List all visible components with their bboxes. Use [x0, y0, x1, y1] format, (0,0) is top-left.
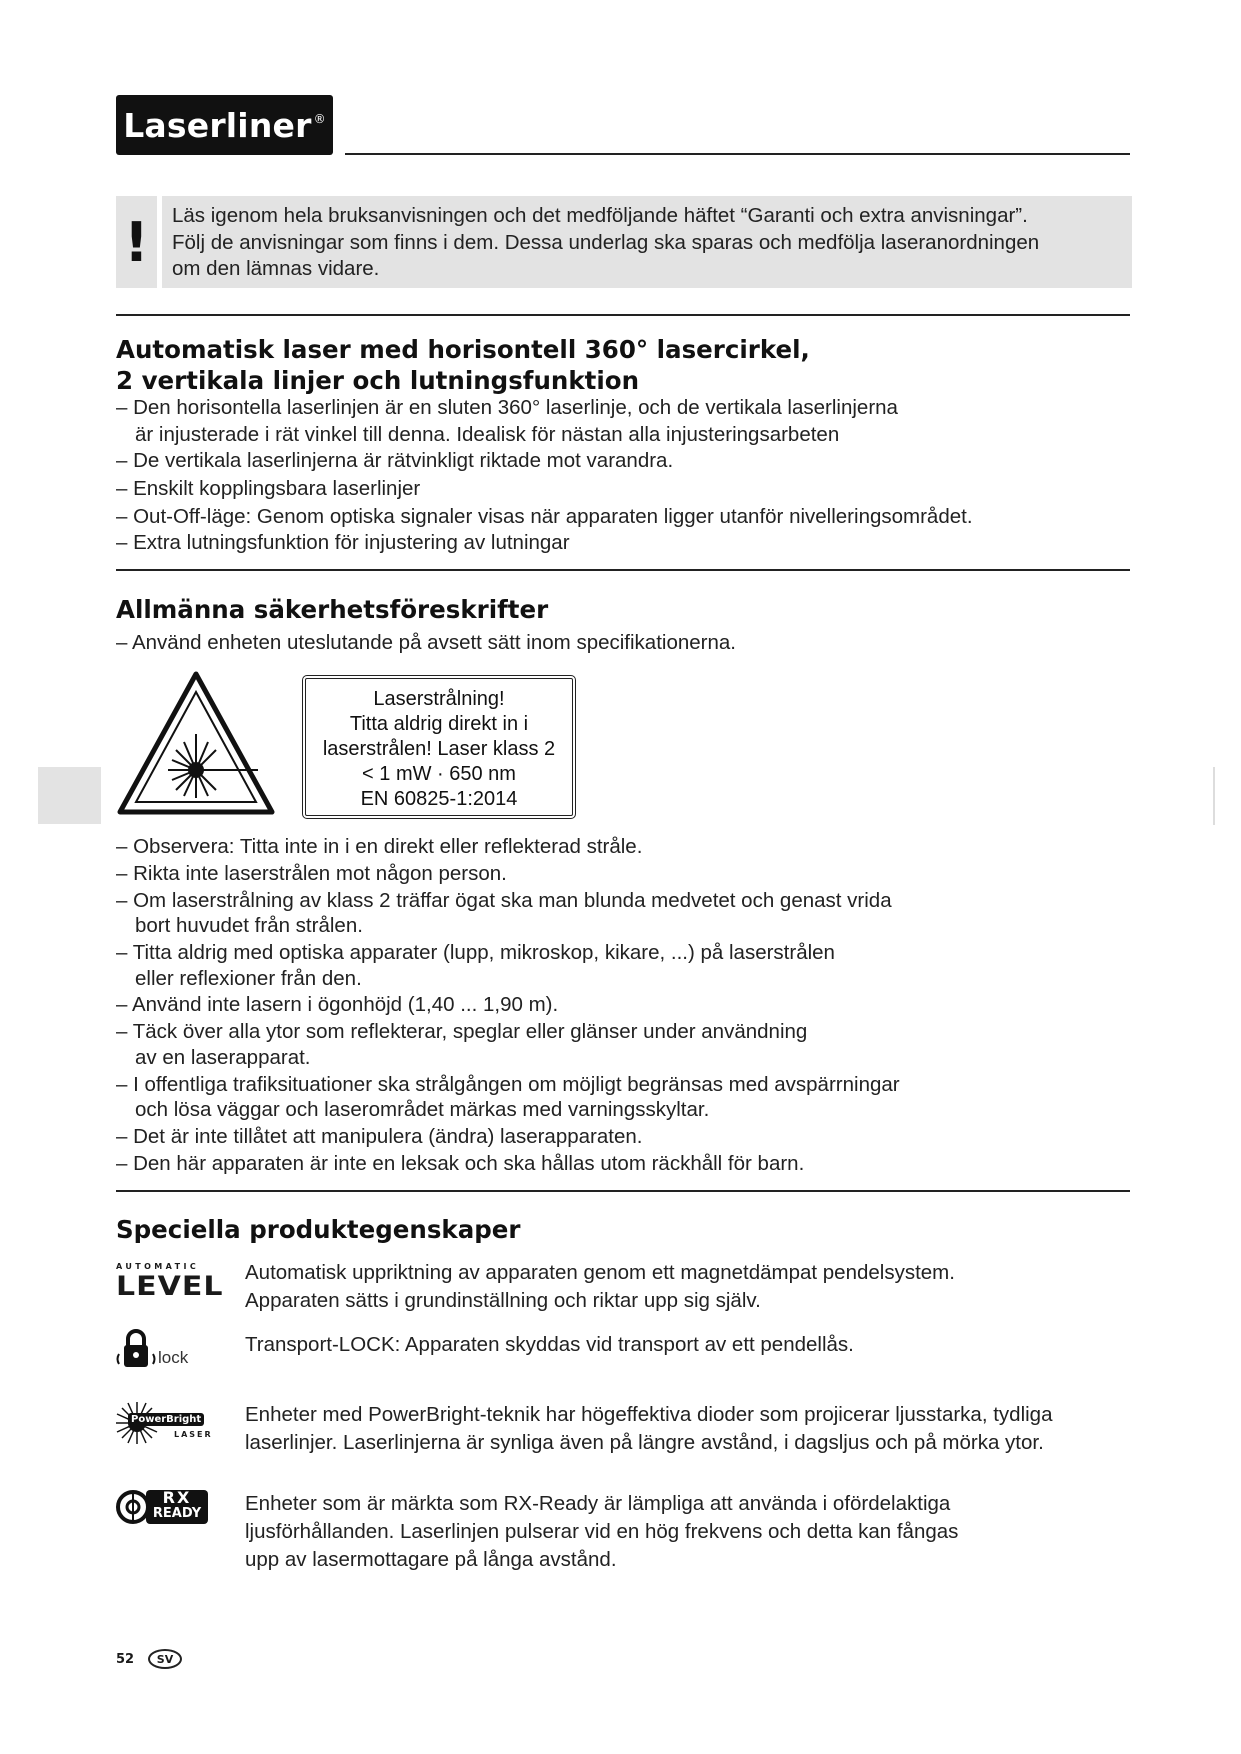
- divider: [116, 1190, 1130, 1192]
- feature-description: Enheter som är märkta som RX-Ready är lämpliga att använda i ofördelaktiga ljusförhållanden. Laserlinjen pulserar vid en hög frekvens och detta kan fångas upp av lasermottagare på långa avstånd.: [245, 1492, 959, 1571]
- feature-description: Transport-LOCK: Apparaten skyddas vid transport av ett pendellås.: [245, 1333, 854, 1356]
- list-item: eller reflexioner från den.: [135, 967, 362, 990]
- warning-line: om den lämnas vidare.: [172, 257, 380, 280]
- warning-notice: [162, 196, 1132, 288]
- feature-description: Automatisk uppriktning av apparaten genom ett magnetdämpat pendelsystem. Apparaten sätts i grundinställning och riktar upp sig själv.: [245, 1261, 955, 1312]
- laser-warning-triangle-icon: [116, 670, 276, 816]
- label-line: laserstrålen! Laser klass 2: [322, 738, 556, 760]
- label-line: < 1 mW · 650 nm: [362, 763, 516, 785]
- warning-exclamation-icon: !: [116, 196, 157, 288]
- language-badge: SV: [148, 1649, 182, 1669]
- edge-mark: [1213, 767, 1215, 825]
- list-item: – Använd enheten uteslutande på avsett sätt inom specifikationerna.: [116, 631, 736, 654]
- list-item: – Extra lutningsfunktion för injustering av lutningar: [116, 531, 570, 554]
- laserliner-logo: [116, 95, 333, 155]
- divider: [116, 314, 1130, 316]
- divider: [116, 569, 1130, 571]
- section-title: Automatisk laser med horisontell 360° lasercirkel, 2 vertikala linjer och lutningsfunktion: [116, 335, 810, 395]
- label-line: Titta aldrig direkt in i: [349, 713, 529, 735]
- laser-class-label: [302, 675, 576, 819]
- side-tab-marker: [38, 767, 101, 824]
- list-item: – Om laserstrålning av klass 2 träffar ögat ska man blunda medvetet och genast vrida: [116, 889, 892, 912]
- powerbright-laser-icon: PowerBright LASER: [114, 1400, 212, 1446]
- brand-name: Laserliner: [123, 105, 312, 145]
- rx-ready-icon: RX READY: [116, 1490, 212, 1526]
- list-item: – Rikta inte laserstrålen mot någon person.: [116, 862, 507, 885]
- page-number: 52: [116, 1652, 135, 1667]
- list-item: – I offentliga trafiksituationer ska strålgången om möjligt begränsas med avspärrningar: [116, 1073, 900, 1096]
- warning-line: Läs igenom hela bruksanvisningen och det medföljande häftet “Garanti och extra anvisningar”.: [172, 204, 1028, 227]
- label-line: EN 60825-1:2014: [360, 788, 518, 810]
- section-title: Allmänna säkerhetsföreskrifter: [116, 595, 549, 624]
- list-item: och lösa väggar och laserområdet märkas med varningsskyltar.: [135, 1098, 710, 1121]
- list-item: – Den här apparaten är inte en leksak och ska hållas utom räckhåll för barn.: [116, 1152, 805, 1175]
- list-item: – Titta aldrig med optiska apparater (lupp, mikroskop, kikare, ...) på laserstrålen: [116, 941, 835, 964]
- list-item: – Out-Off-läge: Genom optiska signaler visas när apparaten ligger utanför nivelleringsområdet.: [116, 505, 973, 528]
- header-rule: [345, 153, 1130, 155]
- list-item: – Använd inte lasern i ögonhöjd (1,40 ... 1,90 m).: [116, 993, 559, 1016]
- list-item: – Enskilt kopplingsbara laserlinjer: [116, 477, 421, 500]
- list-item: – Täck över alla ytor som reflekterar, speglar eller glänser under användning: [116, 1020, 808, 1043]
- section-title: Speciella produktegenskaper: [116, 1215, 521, 1244]
- list-item: – De vertikala laserlinjerna är rätvinkligt riktade mot varandra.: [116, 449, 674, 472]
- list-item: – Den horisontella laserlinjen är en sluten 360° laserlinje, och de vertikala laserlinjerna: [116, 396, 898, 419]
- list-item: av en laserapparat.: [135, 1046, 311, 1069]
- list-item: – Det är inte tillåtet att manipulera (ändra) laserapparaten.: [116, 1125, 643, 1148]
- list-item: bort huvudet från strålen.: [135, 914, 363, 937]
- list-item: – Observera: Titta inte in i en direkt eller reflekterad stråle.: [116, 835, 643, 858]
- transport-lock-icon: lock: [116, 1328, 206, 1372]
- registered-mark: ®: [313, 112, 326, 126]
- automatic-level-icon: AUTOMATIC LEVEL: [116, 1262, 224, 1303]
- warning-line: Följ de anvisningar som finns i dem. Dessa underlag ska sparas och medfölja laseranordningen: [172, 230, 1040, 254]
- feature-description: Enheter med PowerBright-teknik har högeffektiva dioder som projicerar ljusstarka, tydliga laserlinjer. Laserlinjerna är synliga även på längre avstånd, i dagsljus och på mörka ytor.: [245, 1403, 1053, 1454]
- label-line: Laserstrålning!: [373, 688, 505, 710]
- list-item: är injusterade i rät vinkel till denna. Idealisk för nästan alla injusteringsarbeten: [135, 423, 840, 446]
